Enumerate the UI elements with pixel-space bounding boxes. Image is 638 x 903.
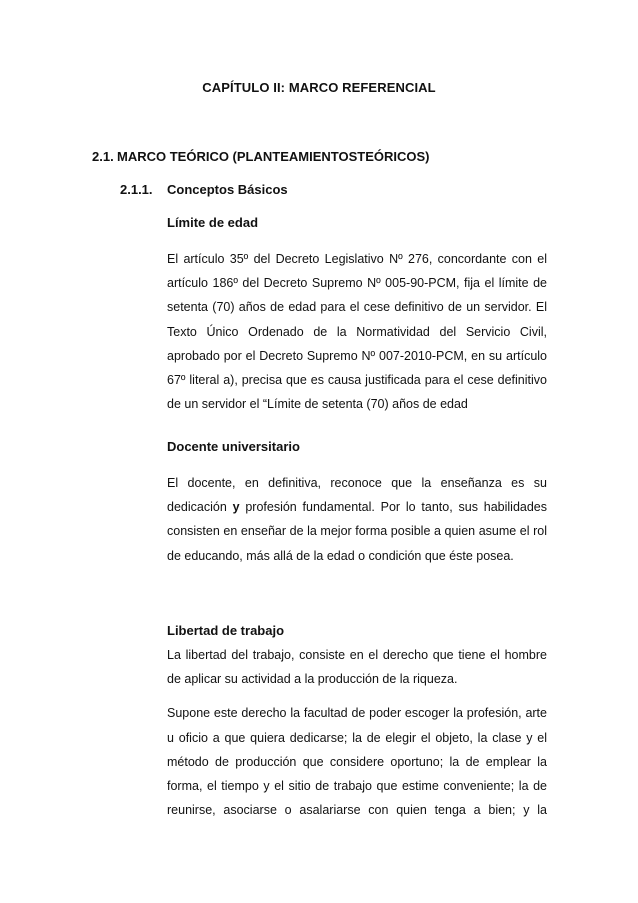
term-paragraph: La libertad del trabajo, consiste en el derecho que tiene el hombre de aplicar su actividad a la producción de la riqueza. [167,648,547,687]
paragraph-text: El docente, en definitiva, reconoce que la enseñanza es su dedicación [167,476,547,515]
term-title: Límite de edad [167,215,259,230]
section-title: MARCO TEÓRICO (PLANTEAMIENTOSTEÓRICOS) [117,149,430,164]
paragraph-text: profesión fundamental. Por lo tanto, sus habilidades consisten en enseñar de la mejor forma posible a quien asume el rol de educando, más allá de la edad o condición que éste posea. [167,500,547,563]
subsection-title: Conceptos Básicos [167,182,288,197]
term-title: Docente universitario [167,439,300,454]
subsection-heading [120,182,288,197]
term-block-libertad-de-trabajo [167,622,547,822]
term-paragraph [167,471,547,568]
paragraph-emphasis: y [232,500,240,515]
section-number: 2.1. [92,149,114,164]
term-title: Libertad de trabajo [167,623,285,638]
term-block-limite-de-edad [167,214,547,416]
chapter-title: CAPÍTULO II: MARCO REFERENCIAL [202,80,436,95]
term-block-docente-universitario [167,438,547,568]
section-heading [92,149,429,164]
term-paragraph: El artículo 35º del Decreto Legislativo Nº 276, concordante con el artículo 186º del Decreto Supremo Nº 005-90-PCM, fija el límite de setenta (70) años de edad para el cese definitivo de un servidor. El Texto Único Ordenado de la Normatividad del Servicio Civil, aprobado por el Decreto Supremo Nº 007-2010-PCM, en su artículo 67º literal a), precisa que es causa justificada para el cese definitivo de un servidor el “Límite de setenta (70) años de edad [167,252,547,412]
subsection-number: 2.1.1. [120,182,153,197]
term-paragraph: Supone este derecho la facultad de poder escoger la profesión, arte u oficio a que quiera dedicarse; la de elegir el objeto, la clase y el método de producción que considere oportuno; la de emplear la forma, el tiempo y el sitio de trabajo que estime conveniente; la de reunirse, asociarse o asalariarse con quien tenga a bien; y la [167,706,547,818]
